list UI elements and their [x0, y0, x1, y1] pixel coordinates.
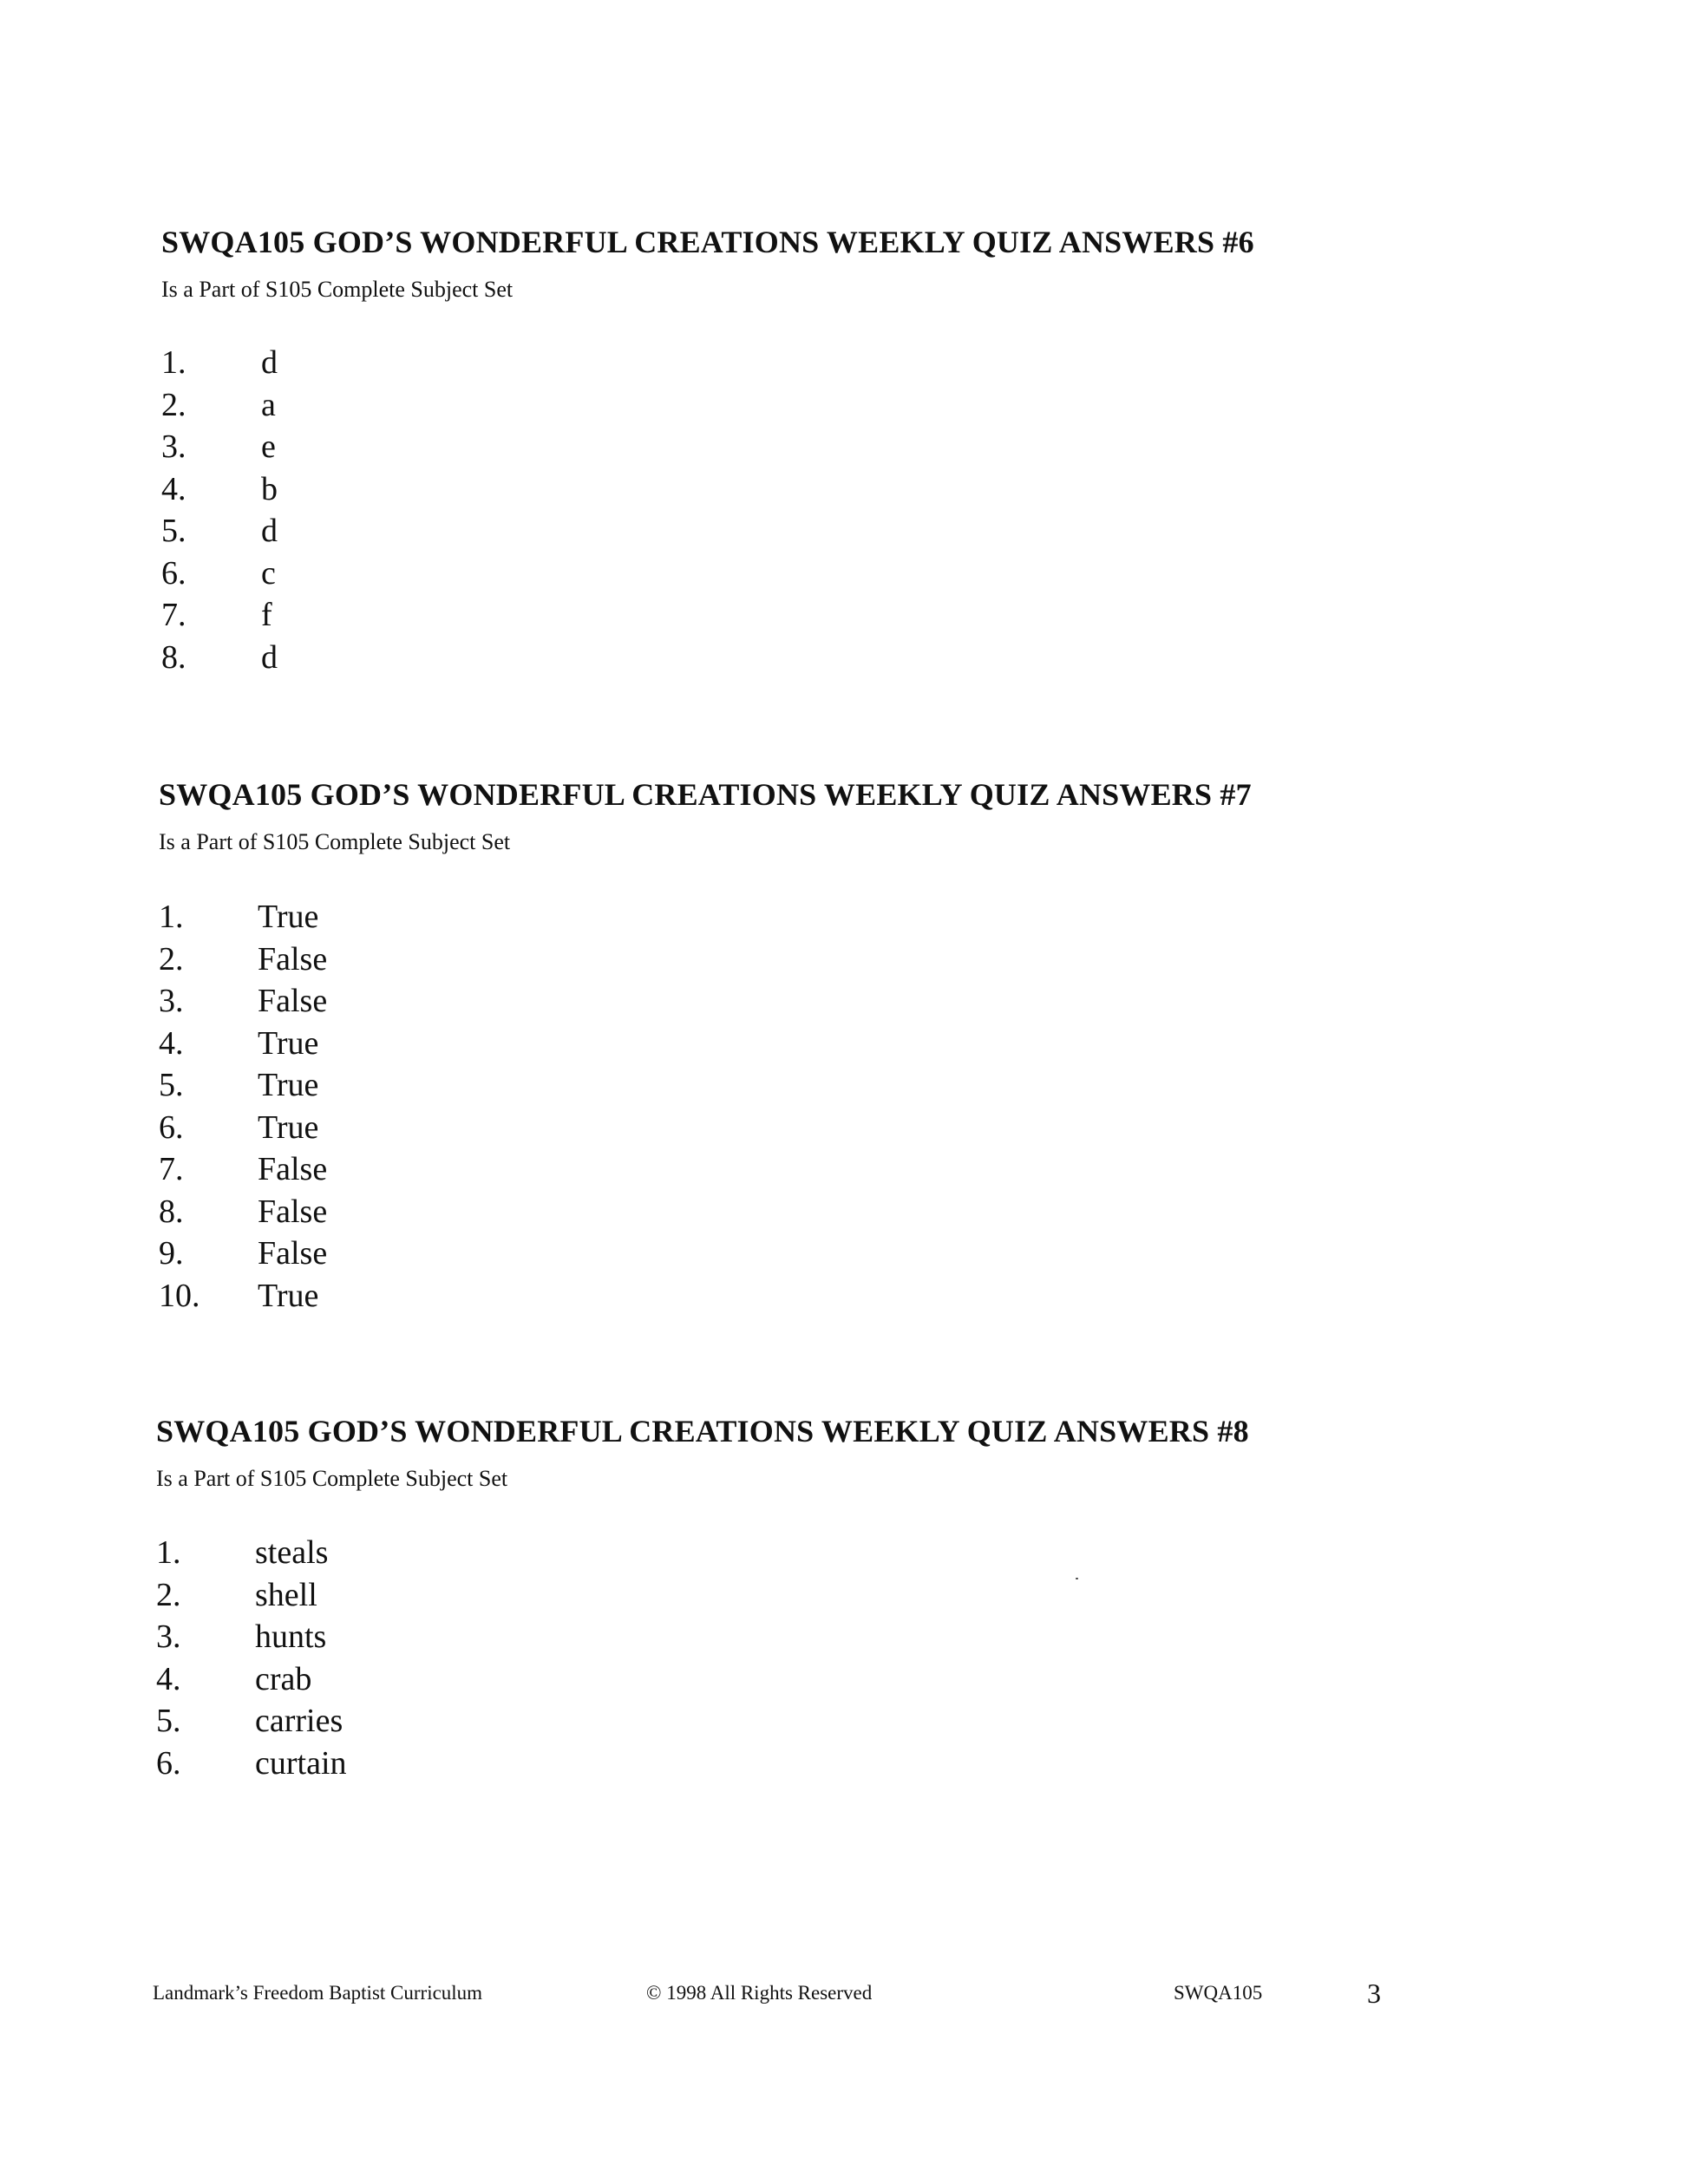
section-subtitle: Is a Part of S105 Complete Subject Set	[159, 829, 511, 854]
page-footer	[0, 1976, 1688, 2011]
answer-value: b	[261, 470, 278, 507]
answer-number: 10.	[159, 1277, 200, 1314]
answer-value: True	[258, 1108, 319, 1146]
answer-value: e	[261, 428, 276, 465]
answer-value: False	[258, 1151, 328, 1187]
answer-value: False	[258, 983, 328, 1019]
answer-number: 6.	[161, 554, 186, 592]
answer-value: d	[261, 638, 278, 676]
answer-value: False	[258, 1235, 328, 1272]
answer-value: True	[258, 1067, 319, 1103]
answer-number: 2.	[161, 386, 186, 423]
answer-number: 3.	[161, 428, 186, 465]
answer-number: 4.	[156, 1660, 181, 1697]
footer-publisher: Landmark’s Freedom Baptist Curriculum	[153, 1982, 483, 2004]
answer-value: d	[261, 513, 278, 549]
answer-value: crab	[255, 1660, 312, 1697]
answer-value: c	[261, 554, 276, 592]
answer-number: 2.	[159, 940, 184, 978]
answer-number: 3.	[159, 983, 184, 1019]
answer-value: False	[258, 1193, 328, 1230]
section-title: SWQA105 GOD’S WONDERFUL CREATIONS WEEKLY QUIZ ANSWERS #8	[156, 1414, 1249, 1448]
answer-number: 3.	[156, 1618, 181, 1655]
answer-number: 2.	[156, 1576, 181, 1613]
answer-value: steals	[255, 1534, 329, 1571]
section-title: SWQA105 GOD’S WONDERFUL CREATIONS WEEKLY QUIZ ANSWERS #6	[161, 225, 1254, 259]
answer-value: True	[258, 899, 319, 935]
answer-value: carries	[255, 1703, 343, 1739]
scan-speck	[1076, 1578, 1078, 1579]
answer-value: False	[258, 940, 328, 978]
answer-number: 5.	[156, 1703, 181, 1739]
answer-number: 4.	[161, 470, 186, 507]
section-subtitle: Is a Part of S105 Complete Subject Set	[156, 1466, 508, 1491]
answer-value: a	[261, 386, 276, 423]
answer-number: 8.	[159, 1193, 184, 1230]
answer-value: d	[261, 344, 278, 381]
answer-number: 6.	[159, 1108, 184, 1146]
answer-number: 1.	[156, 1534, 181, 1571]
section-subtitle: Is a Part of S105 Complete Subject Set	[161, 277, 514, 302]
answer-value: shell	[255, 1576, 317, 1613]
answer-number: 7.	[159, 1151, 184, 1187]
answer-value: f	[261, 597, 272, 633]
answer-value: True	[258, 1024, 319, 1062]
answer-number: 9.	[159, 1235, 184, 1272]
page-number: 3	[1367, 1978, 1381, 2009]
section-title: SWQA105 GOD’S WONDERFUL CREATIONS WEEKLY QUIZ ANSWERS #7	[159, 777, 1252, 812]
answer-value: curtain	[255, 1744, 347, 1782]
answer-value: hunts	[255, 1618, 327, 1655]
answer-number: 1.	[161, 344, 186, 381]
footer-code: SWQA105	[1174, 1982, 1263, 2004]
answer-number: 1.	[159, 899, 184, 935]
answer-number: 8.	[161, 638, 186, 676]
footer-copyright: © 1998 All Rights Reserved	[646, 1982, 873, 2004]
answer-number: 6.	[156, 1744, 181, 1782]
answer-number: 5.	[161, 513, 186, 549]
answer-number: 5.	[159, 1067, 184, 1103]
answer-value: True	[258, 1277, 319, 1314]
answer-number: 7.	[161, 597, 186, 633]
answer-number: 4.	[159, 1024, 184, 1062]
